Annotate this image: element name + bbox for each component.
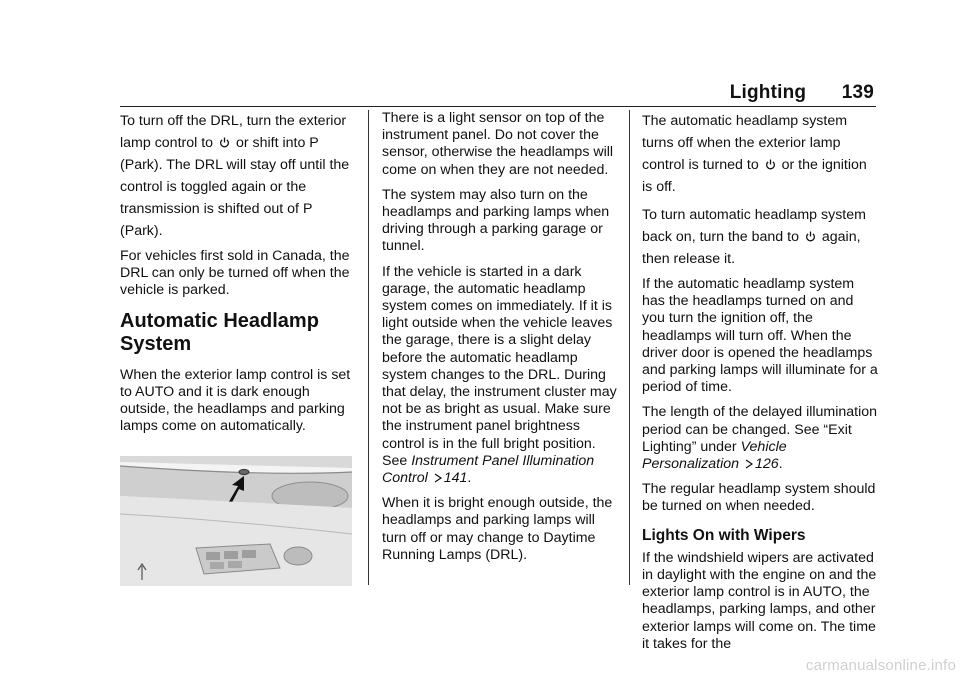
column-1 (120, 110, 356, 586)
subsection-heading: Lights On with Wipers (642, 526, 806, 544)
paragraph: If the windshield wipers are activated in daylight with the engine on and the exterior lamp control is in AUTO, the headlamps, parking lamps, and other exterior lamps will come on. The time it takes for the (642, 549, 877, 652)
column-divider (629, 110, 630, 585)
power-off-icon (805, 231, 816, 242)
dashboard-sensor-illustration (120, 456, 352, 586)
cross-reference-page[interactable]: 141 (443, 470, 468, 487)
paragraph: To turn off the DRL, turn the exterior lamp control to or shift into P (Park). The DRL will stay off until the control is toggled again or the transmission is shifted out of P (Park). (120, 113, 350, 239)
column-2 (382, 110, 618, 572)
page-number: 139 (841, 82, 874, 103)
paragraph: There is a light sensor on top of the instrument panel. Do not cover the sensor, otherwise the headlamps will come on when they are not needed. (382, 110, 614, 178)
cross-reference-page[interactable]: 126 (754, 456, 779, 473)
power-off-icon (765, 159, 776, 170)
section-heading: Automatic Headlamp System (120, 309, 319, 355)
column-3 (642, 110, 880, 661)
paragraph: The system may also turn on the headlamps and parking lamps when driving through a parking garage or tunnel. (382, 186, 610, 255)
column-divider (368, 110, 369, 585)
page-reference-arrow-icon (433, 473, 443, 483)
paragraph: To turn automatic headlamp system back on, turn the band to again, then release it. (642, 207, 866, 267)
running-header (730, 82, 874, 104)
power-off-icon (219, 137, 230, 148)
dashboard-sensor-drawing (120, 456, 352, 586)
paragraph: When it is bright enough outside, the headlamps and parking lamps will turn off or may change to Daytime Running Lamps (DRL). (382, 495, 613, 563)
paragraph: If the vehicle is started in a dark garage, the automatic headlamp system comes on immediately. If it is light outside when the vehicle leaves the garage, there is a slight delay before the automatic headlamp system changes to the DRL. During that delay, the instrument cluster may not be as bright as usual. Make sure the instrument panel brightness control is in the full bright position. See Instrument Panel Illumination Control 141. (382, 263, 617, 487)
cross-reference-link[interactable]: Instrument Panel Illumination Control (382, 452, 595, 487)
watermark: carmanualsonline.info (805, 657, 956, 674)
cross-reference-link[interactable]: Vehicle Personalization (642, 438, 787, 473)
section-title: Lighting (729, 82, 807, 103)
paragraph: For vehicles first sold in Canada, the DRL can only be turned off when the vehicle is parked. (120, 248, 350, 299)
paragraph: If the automatic headlamp system has the headlamps turned on and you turn the ignition off, the headlamps will turn off. When the driver door is opened the headlamps and parking lamps will illuminate for a period of time. (642, 276, 878, 396)
paragraph: The regular headlamp system should be turned on when needed. (642, 481, 876, 515)
paragraph: When the exterior lamp control is set to AUTO and it is dark enough outside, the headlamps and parking lamps come on automatically. (120, 366, 351, 435)
paragraph: The automatic headlamp system turns off when the exterior lamp control is turned to or the ignition is off. (642, 113, 867, 195)
paragraph: The length of the delayed illumination period can be changed. See “Exit Lighting” under Vehicle Personalization 126. (642, 404, 878, 473)
header-rule (120, 106, 876, 107)
page-reference-arrow-icon (744, 459, 754, 469)
